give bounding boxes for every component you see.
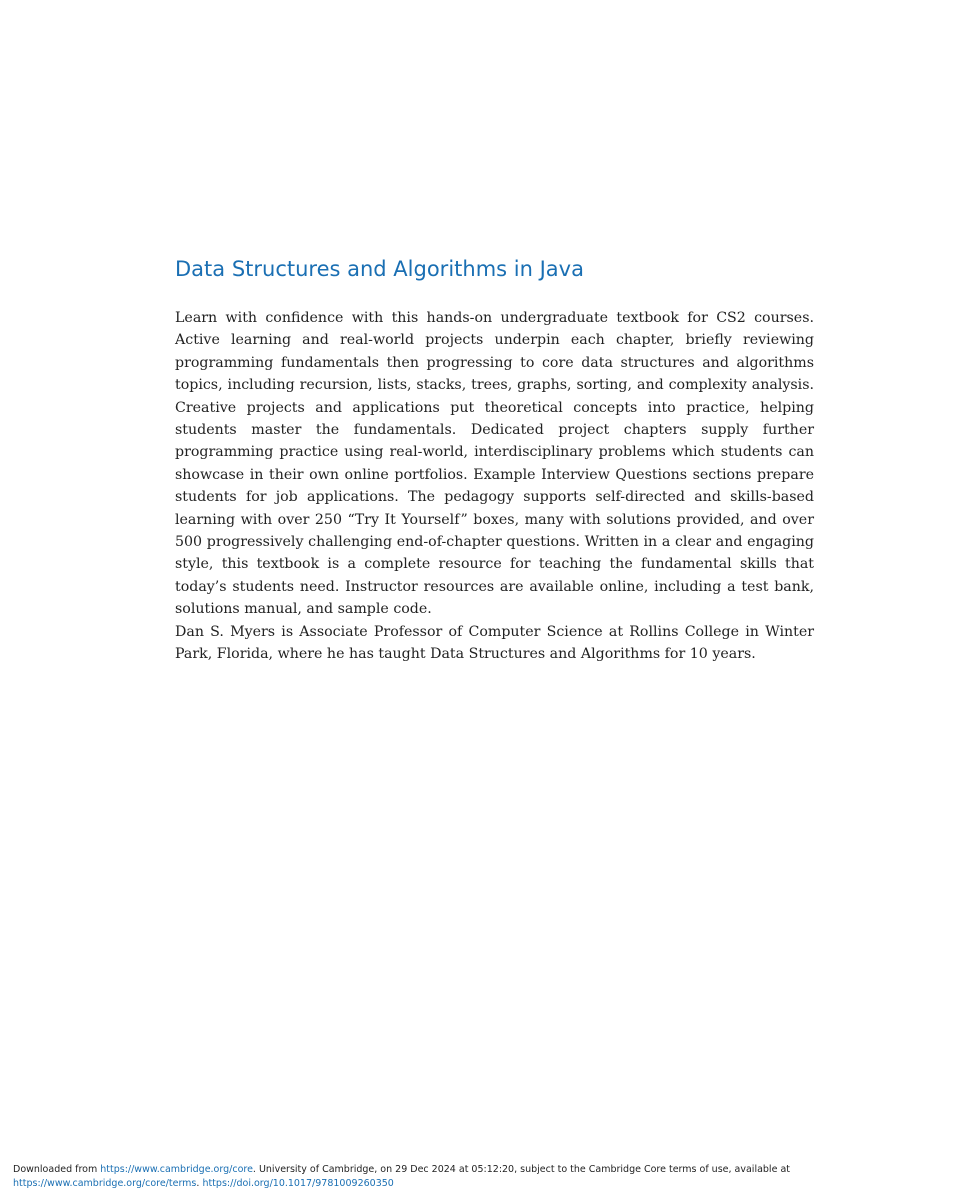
footer-separator: . xyxy=(196,1178,203,1189)
footer-prefix: Downloaded from xyxy=(13,1164,101,1175)
doi-link[interactable]: https://doi.org/10.1017/9781009260350 xyxy=(202,1178,394,1189)
cambridge-core-link[interactable]: https://www.cambridge.org/core xyxy=(100,1164,253,1175)
book-description: Learn with confidence with this hands-on undergraduate textbook for CS2 courses. Active learning and real-world projects underpin each chapter, briefly reviewing programming fundamentals then progressing to core data structures and algorithms topics, including recursion, lists, stacks, trees, graphs, sorting, and complexity analysis. Creative projects and applications put theoretical concepts into practice, helping students master the fundamentals. Dedicated project chapters supply further programming practice using real-world, interdisciplinary problems which students can showcase in their own online portfolios. Example Interview Questions sections prepare students for job applications. The pedagogy supports self-directed and skills-based learning with over 250 “Try It Yourself” boxes, many with solutions provided, and over 500 progressively challenging end-of-chapter questions. Written in a clear and engaging style, this textbook is a complete resource for teaching the fundamental skills that today’s students need. Instructor resources are available online, including a test bank, solutions manual, and sample code. xyxy=(175,310,814,618)
terms-link[interactable]: https://www.cambridge.org/core/terms xyxy=(13,1178,197,1189)
author-bio: Dan S. Myers is Associate Professor of Computer Science at Rollins College in Winter Park, Florida, where he has taught Data Structures and Algorithms for 10 years. xyxy=(175,624,814,663)
footer-middle-text: . University of Cambridge, on 29 Dec 2024 at 05:12:20, subject to the Cambridge Core terms of use, available at xyxy=(252,1164,790,1175)
book-title: Data Structures and Algorithms in Java xyxy=(175,257,584,281)
download-footer xyxy=(13,1163,943,1191)
